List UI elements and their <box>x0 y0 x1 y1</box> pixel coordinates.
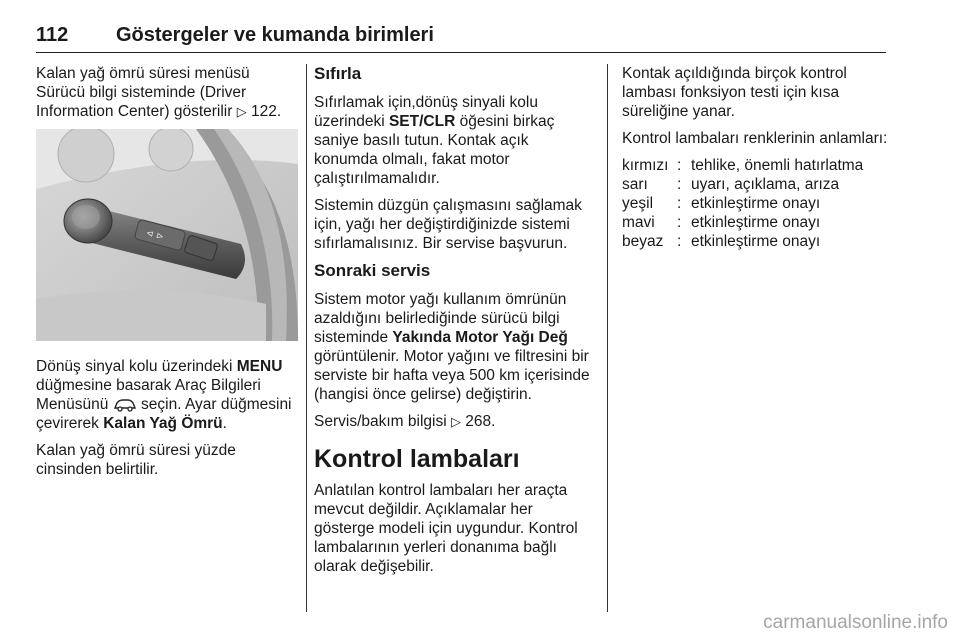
table-row: mavi : etkinleştirme onayı <box>622 214 821 231</box>
section-heading-control-lamps: Kontrol lambaları <box>314 445 520 473</box>
oil-change-message: Yakında Motor Yağı Değ <box>392 329 568 346</box>
section-heading-next-service: Sonraki servis <box>314 261 431 280</box>
paragraph: Anlatılan kontrol lambaları her araçta mevcut değildir. Açıklamalar her gösterge modeli için uygundur. Kontrol lambalarının yerleri donanıma bağlı olarak değişebilir. <box>314 482 578 575</box>
watermark: carmanualsonline.info <box>763 612 948 633</box>
paragraph: Kontak açıldığında birçok kontrol lambası fonksiyon testi için kısa süreliğine yanar. <box>622 65 847 120</box>
turn-signal-lever-photo <box>36 129 298 341</box>
column-1 <box>36 64 298 487</box>
paragraph: Kalan yağ ömrü süresi yüzde cinsinden belirtilir. <box>36 442 236 478</box>
arrow-right-icon: ▷ <box>450 414 461 429</box>
paragraph: Servis/bakım bilgisi ▷ 268. <box>314 413 496 430</box>
column-3 <box>622 64 892 251</box>
paragraph: Sistemin düzgün çalışmasını sağlamak için, yağı her değiştirdiğinizde sistemi sıfırlamalısınız. Bir servise başvurun. <box>314 197 582 252</box>
paragraph: Kalan yağ ömrü süresi menüsü Sürücü bilgi sisteminde (Driver Information Center) gösterilir ▷ 122. <box>36 65 282 120</box>
table-row: yeşil : etkinleştirme onayı <box>622 195 821 212</box>
menu-button-label: MENU <box>236 358 283 375</box>
column-divider <box>607 64 608 612</box>
table-row: kırmızı : tehlike, önemli hatırlatma <box>622 157 864 174</box>
paragraph: Kontrol lambaları renklerinin anlamları: <box>622 130 888 147</box>
page-header <box>36 24 886 53</box>
set-clr-label: SET/CLR <box>388 113 456 130</box>
paragraph: Sistem motor yağı kullanım ömrünün azaldığını belirlediğinde sürücü bilgi sisteminde Yakında Motor Yağı Değ görüntülenir. Motor yağını ve filtresini bir serviste bir hafta veya 500 km içerisinde (hangisi önce gelirse) değiştirin. <box>314 291 590 403</box>
paragraph: Sıfırlamak için,dönüş sinyali kolu üzerindeki SET/CLR öğesini birkaç saniye basılı tutun. Kontak açık konumda olmalı, fakat motor çalıştırılmamalıdır. <box>314 94 555 187</box>
table-row: beyaz : etkinleştirme onayı <box>622 233 821 250</box>
color-meaning-table <box>622 156 863 251</box>
car-icon <box>113 398 137 412</box>
column-divider <box>306 64 307 612</box>
column-2 <box>314 64 596 584</box>
svg-text:⊲ ⊳: ⊲ ⊳ <box>144 228 165 243</box>
page-number: 112 <box>36 24 69 46</box>
paragraph: Dönüş sinyal kolu üzerindeki MENU düğmesine basarak Araç Bilgileri Menüsünü seçin. Ayar düğmesini çevirerek Kalan Yağ Ömrü. <box>36 358 292 432</box>
section-heading-reset: Sıfırla <box>314 64 362 83</box>
chapter-title: Göstergeler ve kumanda birimleri <box>116 24 434 46</box>
page-reference[interactable]: 122. <box>251 103 282 120</box>
oil-life-label: Kalan Yağ Ömrü <box>103 415 223 432</box>
page-reference[interactable]: 268. <box>465 413 496 430</box>
table-row: sarı : uyarı, açıklama, arıza <box>622 176 840 193</box>
arrow-right-icon: ▷ <box>236 104 247 119</box>
